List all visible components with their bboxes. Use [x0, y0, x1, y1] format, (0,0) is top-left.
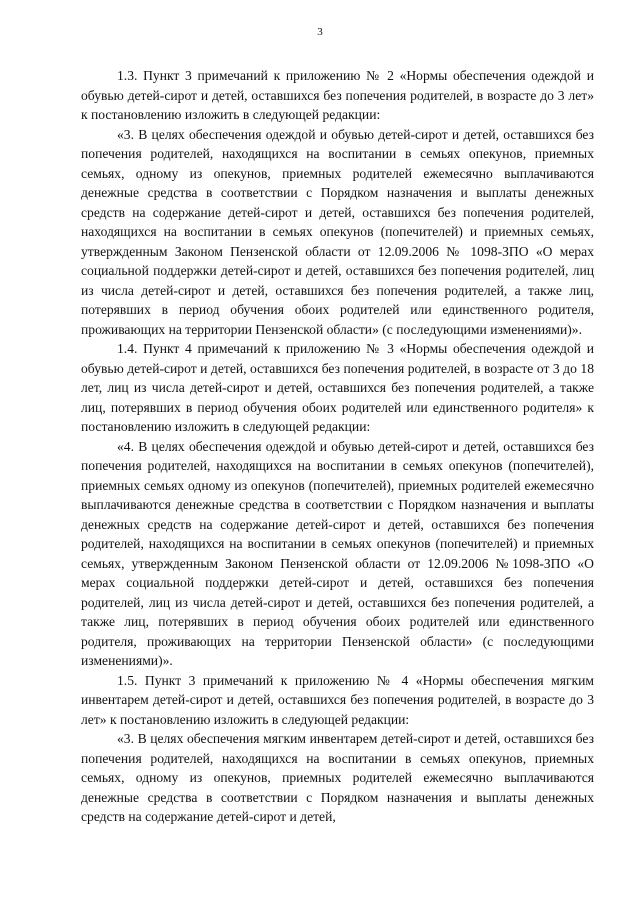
paragraph-1-5: 1.5. Пункт 3 примечаний к приложению № 4 «Нормы обеспечения мягким инвентарем детей-сирот и детей, оставшихся без попечения родителей, в возрасте до 3 лет» к постановлению изложить в следующей редакции:	[81, 672, 594, 727]
paragraph-1-3: 1.3. Пункт 3 примечаний к приложению № 2 «Нормы обеспечения одеждой и обувью детей-сирот и детей, оставшихся без попечения родителей, в возрасте до 3 лет» к постановлению изложить в следующей редакции:	[81, 68, 594, 122]
document-body	[81, 66, 594, 827]
paragraph-1-4-quote: «4. В целях обеспечения одеждой и обувью детей-сирот и детей, оставшихся без попечения родителей, находящихся на воспитании в семьях опекунов (попечителей), приемных семьях одному из опекунов (попечителей), приемных родителей ежемесячно выплачиваются денежные средства в соответствии с Порядком назначения и выплаты денежных средств на содержание детей-сирот и детей, оставшихся без попечения родителей, находящихся на воспитании в семьях опекунов (попечителей) и приемных семьях, утвержденным Законом Пензенской области от 12.09.2006 №1098-ЗПО «О мерах социальной поддержки детей-сирот и детей, оставшихся без попечения родителей, лиц из числа детей-сирот и детей, оставшихся без попечения родителей, а также лиц, потерявших в период обучения обоих родителей или единственного родителя, проживающих на территории Пензенской области» (с последующими изменениями)».	[81, 438, 594, 668]
paragraph-1-5-quote: «3. В целях обеспечения мягким инвентарем детей-сирот и детей, оставшихся без попечения родителей, находящихся на воспитании в семьях опекунов, приемных семьях, одному из опекунов, приемных родителей ежемесячно выплачиваются денежные средства в соответствии с Порядком назначения и выплаты денежных средств на содержание детей-сирот и детей,	[81, 731, 594, 824]
paragraph-1-4: 1.4. Пункт 4 примечаний к приложению № 3 «Нормы обеспечения одеждой и обувью детей-сирот и детей, оставшихся без попечения родителей, в возрасте от 3 до 18 лет, лиц из числа детей-сирот и детей, оставшихся без попечения родителей, а также лиц, потерявших в период обучения обоих родителей или единственного родителя» к постановлению изложить в следующей редакции:	[81, 341, 594, 434]
paragraph-1-3-quote: «3. В целях обеспечения одеждой и обувью детей-сирот и детей, оставшихся без попечения родителей, находящихся на воспитании в семьях опекунов, приемных семьях, одному из опекунов, приемных родителей ежемесячно выплачиваются денежные средства в соответствии с Порядком назначения и выплаты денежных средств на содержание детей-сирот и детей, оставшихся без попечения родителей, находящихся на воспитании в семьях опекунов (попечителей) и приемных семьях, утвержденным Законом Пензенской области от 12.09.2006 № 1098-ЗПО «О мерах социальной поддержки детей-сирот и детей, оставшихся без попечения родителей, лиц из числа детей-сирот и детей, оставшихся без попечения родителей, а также лиц, потерявших в период обучения обоих родителей или единственного родителя, проживающих на территории Пензенской области» (с последующими изменениями)».	[81, 126, 594, 337]
page-number: 3	[317, 26, 323, 38]
